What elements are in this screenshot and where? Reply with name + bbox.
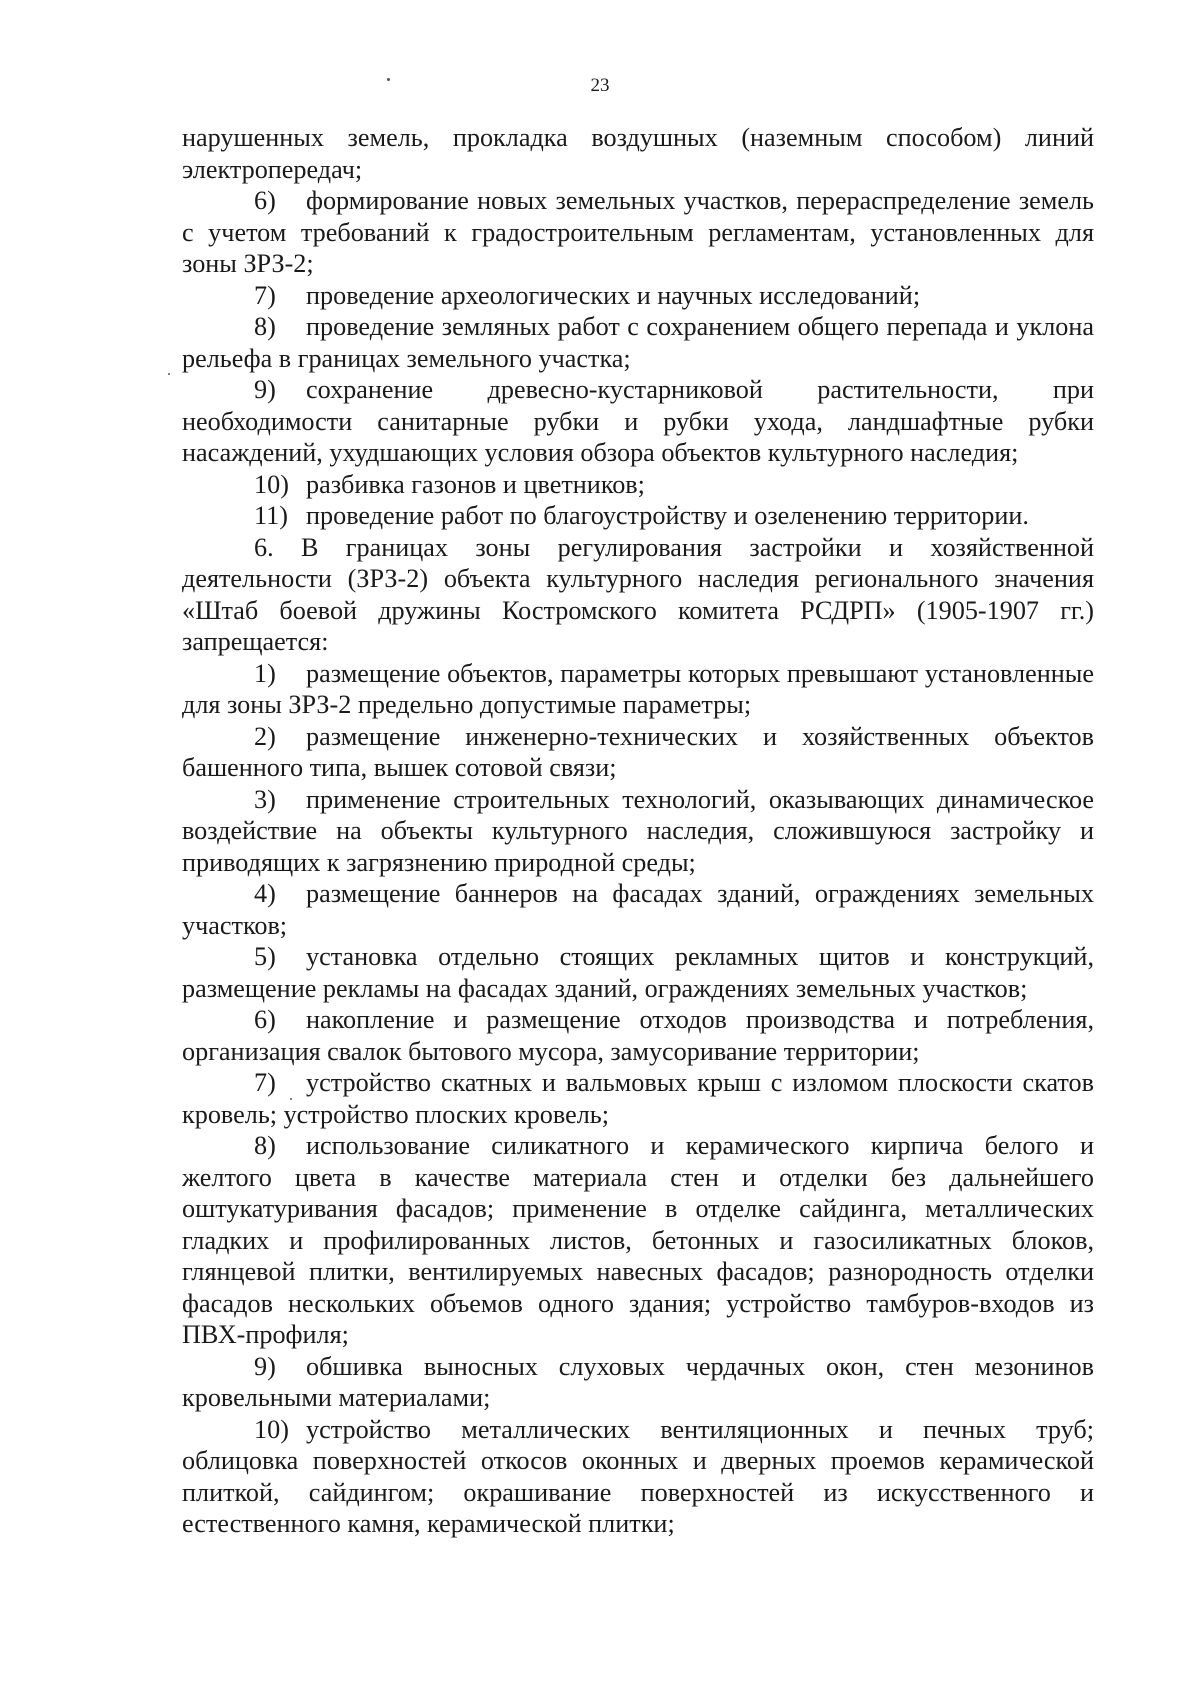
paragraph-text: обшивка выносных слуховых чердачных окон, стен мезонинов кровельными материалами; bbox=[182, 1351, 1094, 1412]
paragraph-text: установка отдельно стоящих рекламных щитов и конструкций, размещение рекламы на фасадах зданий, ограждениях земельных участков; bbox=[182, 942, 1094, 1003]
list-item-number: 11) bbox=[254, 501, 288, 530]
list-item bbox=[182, 1414, 1094, 1540]
list-item-number: 1) bbox=[254, 658, 276, 688]
scan-speck bbox=[387, 78, 390, 81]
paragraph-text: устройство скатных и вальмовых крыш с изломом плоскости скатов кровель; устройство плоских кровель; bbox=[182, 1068, 1094, 1129]
paragraph-text: 6. В границах зоны регулирования застройки и хозяйственной деятельности (ЗРЗ-2) объекта культурного наследия регионального значения «Штаб боевой дружины Костромского комитета РСДРП» (1905-1907 гг.) запрещается: bbox=[182, 532, 1094, 656]
list-item bbox=[182, 1130, 1094, 1351]
document-body bbox=[182, 122, 1094, 1540]
list-item-number: 10) bbox=[254, 469, 289, 499]
list-item-number: 9) bbox=[254, 1351, 276, 1381]
paragraph-text: размещение инженерно-технических и хозяйственных объектов башенного типа, вышек сотовой связи; bbox=[182, 721, 1094, 782]
paragraph-text: разбивка газонов и цветников; bbox=[306, 469, 645, 499]
list-item bbox=[182, 500, 1094, 532]
list-item bbox=[182, 941, 1094, 1004]
list-item bbox=[182, 1004, 1094, 1067]
paragraph-text: формирование новых земельных участков, перераспределение земель с учетом требований к градостроительным регламентам, установленных для зоны ЗРЗ-2; bbox=[182, 186, 1094, 278]
list-item bbox=[182, 311, 1094, 374]
list-item bbox=[182, 878, 1094, 941]
list-item-number: 9) bbox=[254, 375, 276, 404]
list-item bbox=[182, 721, 1094, 784]
list-item-number: 6) bbox=[254, 1005, 276, 1034]
paragraph-text: проведение археологических и научных исследований; bbox=[306, 280, 921, 310]
list-item-number: 2) bbox=[254, 721, 276, 751]
paragraph-text: использование силикатного и керамического кирпича белого и желтого цвета в качестве материала стен и отделки без дальнейшего оштукатуривания фасадов; применение в отделке сайдинга, металлических гладких и профилированных листов, бетонных и газосиликатных блоков, глянцевой плитки, вентилируемых навесных фасадов; разнородность отделки фасадов нескольких объемов одного здания; устройство тамбуров-входов из ПВХ-профиля; bbox=[182, 1131, 1094, 1349]
list-item bbox=[182, 185, 1094, 280]
list-item-number: 5) bbox=[254, 942, 276, 971]
list-item bbox=[182, 280, 1094, 312]
paragraph-text: сохранение древесно-кустарниковой растительности, при необходимости санитарные рубки и рубки ухода, ландшафтные рубки насаждений, ухудшающих условия обзора объектов культурного наследия; bbox=[182, 375, 1094, 467]
list-item-number: 10) bbox=[254, 1414, 289, 1444]
list-item-number: 7) bbox=[254, 280, 276, 310]
list-item-number: 4) bbox=[254, 879, 276, 908]
paragraph-text: размещение объектов, параметры которых превышают установленные для зоны ЗРЗ-2 предельно допустимые параметры; bbox=[182, 658, 1094, 719]
paragraph bbox=[182, 532, 1094, 658]
list-item bbox=[182, 1067, 1094, 1130]
list-item bbox=[182, 1351, 1094, 1414]
paragraph-text: применение строительных технологий, оказывающих динамическое воздействие на объекты культурного наследия, сложившуюся застройку и приводящих к загрязнению природной среды; bbox=[182, 784, 1094, 877]
list-item bbox=[182, 784, 1094, 879]
list-item-number: 3) bbox=[254, 784, 276, 814]
page-number: 23 bbox=[590, 75, 610, 96]
list-item-number: 6) bbox=[254, 186, 276, 215]
scan-speck bbox=[168, 373, 170, 375]
list-item bbox=[182, 658, 1094, 721]
paragraph bbox=[182, 122, 1094, 185]
list-item bbox=[182, 374, 1094, 469]
list-item-number: 8) bbox=[254, 312, 276, 341]
paragraph-text: проведение работ по благоустройству и озеленению территории. bbox=[306, 501, 1029, 530]
paragraph-text: устройство металлических вентиляционных и печных труб; облицовка поверхностей откосов оконных и дверных проемов керамической плиткой, сайдингом; окрашивание поверхностей из искусственного и естественного камня, керамической плитки; bbox=[182, 1414, 1094, 1538]
paragraph-text: проведение земляных работ с сохранением общего перепада и уклона рельефа в границах земельного участка; bbox=[182, 312, 1094, 373]
paragraph-text: нарушенных земель, прокладка воздушных (наземным способом) линий электропередач; bbox=[182, 123, 1094, 184]
paragraph-text: накопление и размещение отходов производства и потребления, организация свалок бытового мусора, замусоривание территории; bbox=[182, 1005, 1094, 1066]
paragraph-text: размещение баннеров на фасадах зданий, ограждениях земельных участков; bbox=[182, 879, 1094, 940]
list-item bbox=[182, 469, 1094, 501]
list-item-number: 8) bbox=[254, 1131, 276, 1160]
list-item-number: 7) bbox=[254, 1068, 276, 1097]
